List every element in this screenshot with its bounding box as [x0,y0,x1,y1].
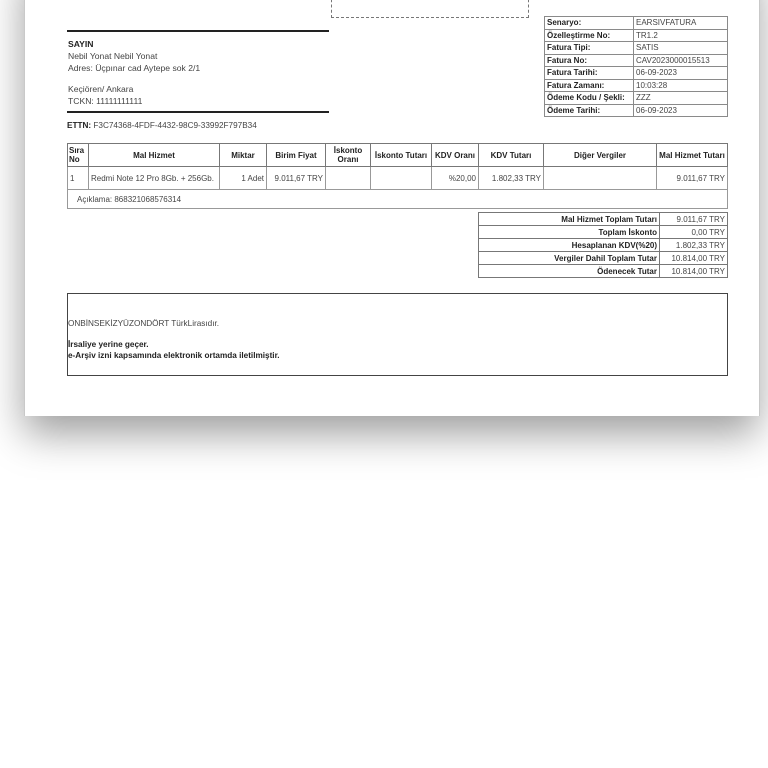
totals-label: Vergiler Dahil Toplam Tutar [479,252,660,265]
info-label: Senaryo: [545,17,634,30]
info-label: Fatura Tipi: [545,42,634,55]
info-value: 06-09-2023 [634,67,728,80]
totals-value: 10.814,00 TRY [660,252,728,265]
info-row [545,17,728,30]
buyer-name: Nebil Yonat Nebil Yonat [68,51,158,61]
description-text: Açıklama: 868321068576314 [68,190,728,209]
cell-iskonto-orani [326,167,371,190]
info-value: 06-09-2023 [634,104,728,117]
table-row [68,167,728,190]
totals-label: Hesaplanan KDV(%20) [479,239,660,252]
info-value: ZZZ [634,92,728,105]
info-label: Fatura Zamanı: [545,79,634,92]
totals-row [479,252,728,265]
info-value: SATIS [634,42,728,55]
info-label: Ödeme Tarihi: [545,104,634,117]
info-label: Ödeme Kodu / Şekli: [545,92,634,105]
items-header-row [68,144,728,167]
buyer-bottom-rule [67,111,329,113]
totals-row [479,226,728,239]
buyer-address: Adres: Üçpınar cad Aytepe sok 2/1 [68,63,201,73]
col-header-sira-no: Sıra No [68,144,89,167]
info-label: Özelleştirme No: [545,29,634,42]
cell-iskonto-tutari [371,167,432,190]
ettn-line [67,121,257,130]
invoice-info-table [544,16,728,117]
col-header-birim-fiyat: Birim Fiyat [267,144,326,167]
cell-birim-fiyat: 9.011,67 TRY [267,167,326,190]
cell-diger-vergiler [544,167,657,190]
description-row [68,190,728,209]
col-header-iskonto-orani: İskonto Oranı [326,144,371,167]
cell-mal-hizmet-tutari: 9.011,67 TRY [657,167,728,190]
info-row [545,42,728,55]
logo-placeholder-box [331,0,529,18]
cell-sira-no: 1 [68,167,89,190]
info-value: EARSIVFATURA [634,17,728,30]
buyer-district: Keçiören/ Ankara [68,84,134,94]
buyer-block [68,38,330,107]
items-table [67,143,728,209]
totals-value: 0,00 TRY [660,226,728,239]
cell-mal-hizmet: Redmi Note 12 Pro 8Gb. + 256Gb. [89,167,220,190]
info-row [545,29,728,42]
cell-kdv-orani: %20,00 [432,167,479,190]
buyer-tckn: TCKN: 11111111111 [68,96,143,106]
ettn-value: F3C74368-4FDF-4432-98C9-33992F797B34 [93,121,257,130]
notes-box [67,293,728,376]
col-header-mal-hizmet-tutari: Mal Hizmet Tutarı [657,144,728,167]
totals-value: 9.011,67 TRY [660,213,728,226]
info-value: CAV2023000015513 [634,54,728,67]
totals-label: Mal Hizmet Toplam Tutarı [479,213,660,226]
info-row [545,92,728,105]
col-header-kdv-tutari: KDV Tutarı [479,144,544,167]
col-header-mal-hizmet: Mal Hizmet [89,144,220,167]
info-row [545,67,728,80]
totals-label: Toplam İskonto [479,226,660,239]
totals-row [479,213,728,226]
note-waybill: İrsaliye yerine geçer. [68,340,149,349]
cell-miktar: 1 Adet [220,167,267,190]
totals-row [479,239,728,252]
amount-in-words: ONBİNSEKİZYÜZONDÖRT TürkLirasıdır. [68,319,220,328]
col-header-kdv-orani: KDV Oranı [432,144,479,167]
info-value: TR1.2 [634,29,728,42]
info-value: 10:03:28 [634,79,728,92]
totals-value: 10.814,00 TRY [660,265,728,278]
totals-row [479,265,728,278]
totals-label: Ödenecek Tutar [479,265,660,278]
info-label: Fatura No: [545,54,634,67]
totals-value: 1.802,33 TRY [660,239,728,252]
col-header-miktar: Miktar [220,144,267,167]
info-row [545,79,728,92]
buyer-top-rule [67,30,329,32]
buyer-title: SAYIN [68,39,94,49]
note-e-archive: e-Arşiv izni kapsamında elektronik ortamda iletilmiştir. [68,351,280,360]
cell-kdv-tutari: 1.802,33 TRY [479,167,544,190]
info-row [545,104,728,117]
col-header-iskonto-tutari: İskonto Tutarı [371,144,432,167]
col-header-diger-vergiler: Diğer Vergiler [544,144,657,167]
totals-table [478,212,728,278]
info-row [545,54,728,67]
ettn-label: ETTN: [67,121,92,130]
info-label: Fatura Tarihi: [545,67,634,80]
invoice-page [24,0,760,416]
